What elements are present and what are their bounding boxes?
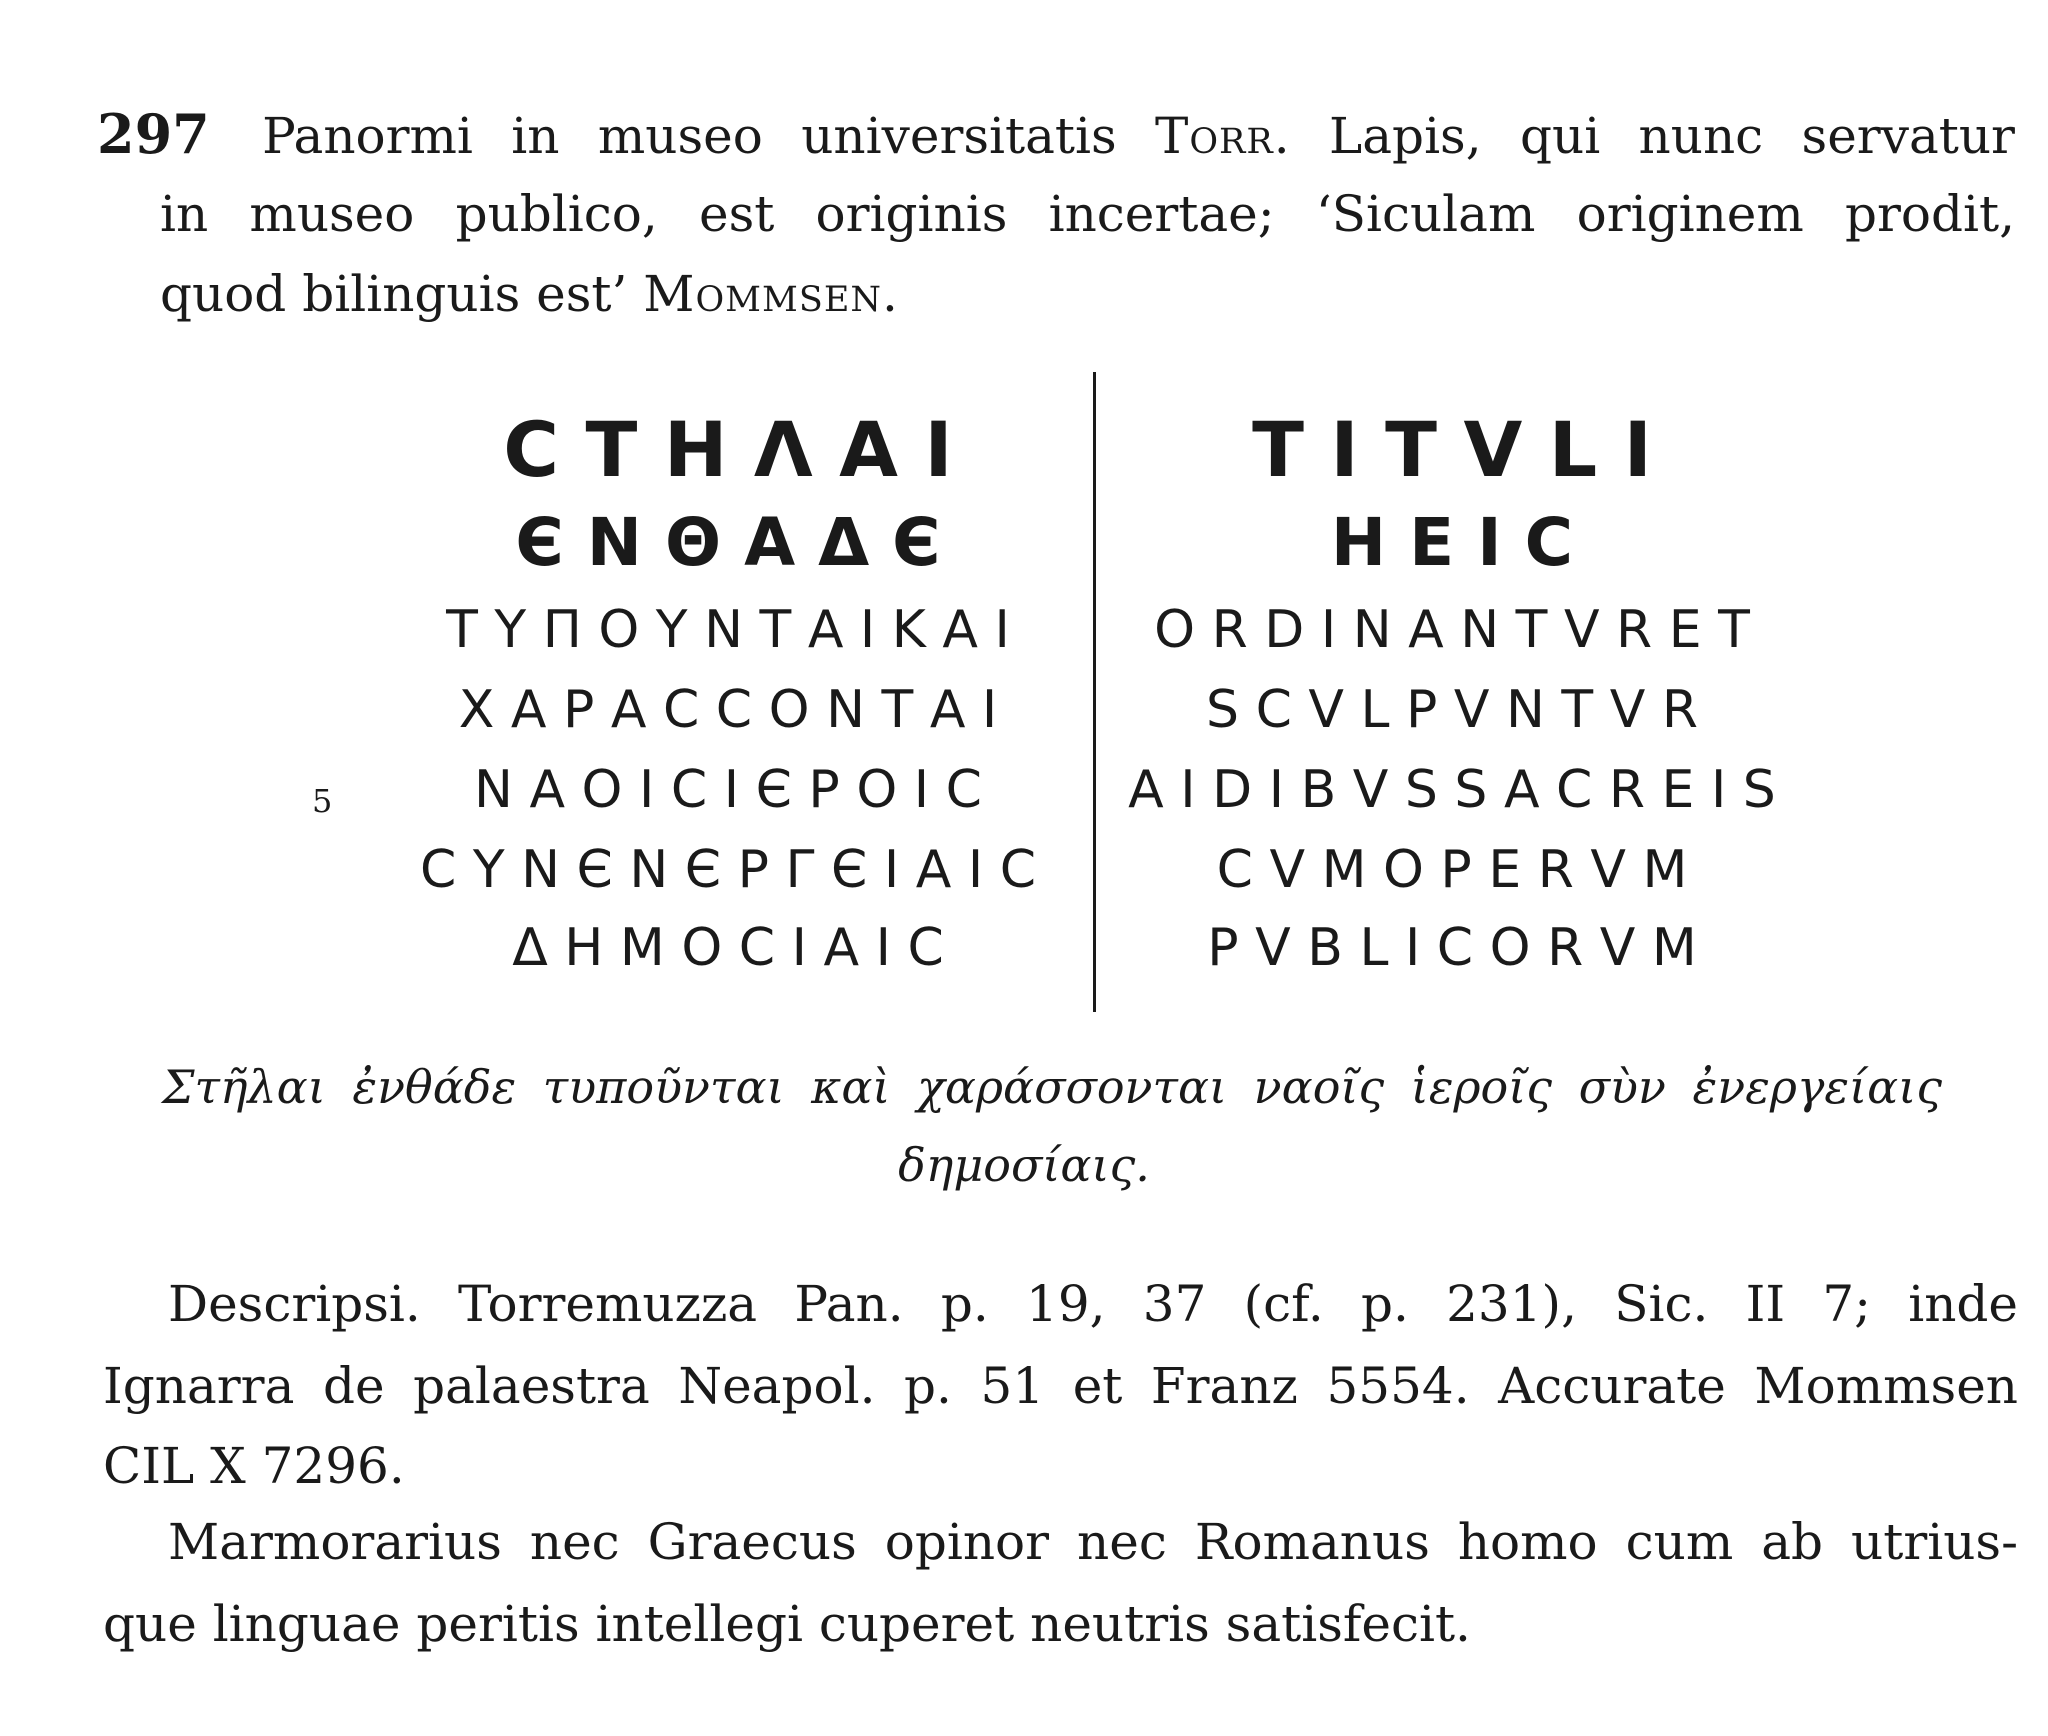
inscription-greek-line-5: N A O I C I Є P O I C xyxy=(474,760,982,820)
inscription-greek-line-4: X A P A C C O N T A I xyxy=(458,680,998,740)
commentary-line-1: Descripsi. Torremuzza Pan. p. 19, 37 (cf. p. 231), Sic. II 7; inde xyxy=(168,1275,2018,1333)
entry-header-line-3-text: quod bilinguis est’ xyxy=(160,265,628,323)
commentary-line-2: Ignarra de palaestra Neapol. p. 51 et Franz 5554. Accurate Mommsen xyxy=(103,1357,2018,1415)
inscription-latin-line-4: S C V L P V N T V R xyxy=(1206,680,1698,740)
inscription-line-number: 5 xyxy=(312,782,333,820)
inscription-latin-line-6: C V M O P E R V M xyxy=(1216,840,1688,900)
inscription-divider xyxy=(1093,372,1096,1012)
inscription-greek-line-3: T Y Π O Y N T A I K A I xyxy=(446,600,1010,660)
entry-header-line-1 xyxy=(97,92,2015,178)
greek-transcription-line-1: Στῆλαι ἐνθάδε τυποῦνται καὶ χαράσσονται ναοῖς ἱεροῖς σὺν ἐνεργείαις xyxy=(162,1060,1942,1114)
inscription-latin-line-5: A I D I B V S S A C R E I S xyxy=(1128,760,1776,820)
inscription-latin-line-3: O R D I N A N T V R E T xyxy=(1154,600,1750,660)
entry-header-torr: Torr. xyxy=(1155,107,1291,165)
entry-header-text: Panormi in museo universitatis xyxy=(262,107,1117,165)
inscription-latin-line-7: P V B L I C O R V M xyxy=(1207,918,1697,978)
inscription-latin-line-1: T I T V L I xyxy=(1252,405,1652,494)
inscription-greek-line-1: C T H Λ A I xyxy=(503,405,953,494)
commentary-line-3: CIL X 7296. xyxy=(103,1437,405,1495)
entry-header-text-rest: Lapis, qui nunc servatur xyxy=(1329,107,2015,165)
commentary-line-4: Marmorarius nec Graecus opinor nec Romanus homo cum ab utrius- xyxy=(168,1513,2018,1571)
greek-transcription-line-2: δημοσίαις. xyxy=(898,1138,1150,1192)
inscription-greek-line-2: Є N Θ A Δ Є xyxy=(515,504,941,581)
entry-header-line-3 xyxy=(160,252,1160,336)
inscription-latin-line-2: H E I C xyxy=(1330,504,1574,581)
inscription-greek-line-7: Δ H M O C I A I C xyxy=(512,918,944,978)
entry-header-line-2: in museo publico, est originis incertae; ‘Siculam originem prodit, xyxy=(160,185,2015,243)
commentary-line-5: que linguae peritis intellegi cuperet neutris satisfecit. xyxy=(103,1595,1471,1653)
entry-number: 297 xyxy=(97,102,210,166)
inscription-greek-line-6: C Y N Є N Є P Γ Є I A I C xyxy=(419,840,1037,900)
entry-header-mommsen: Mommsen. xyxy=(643,265,899,323)
